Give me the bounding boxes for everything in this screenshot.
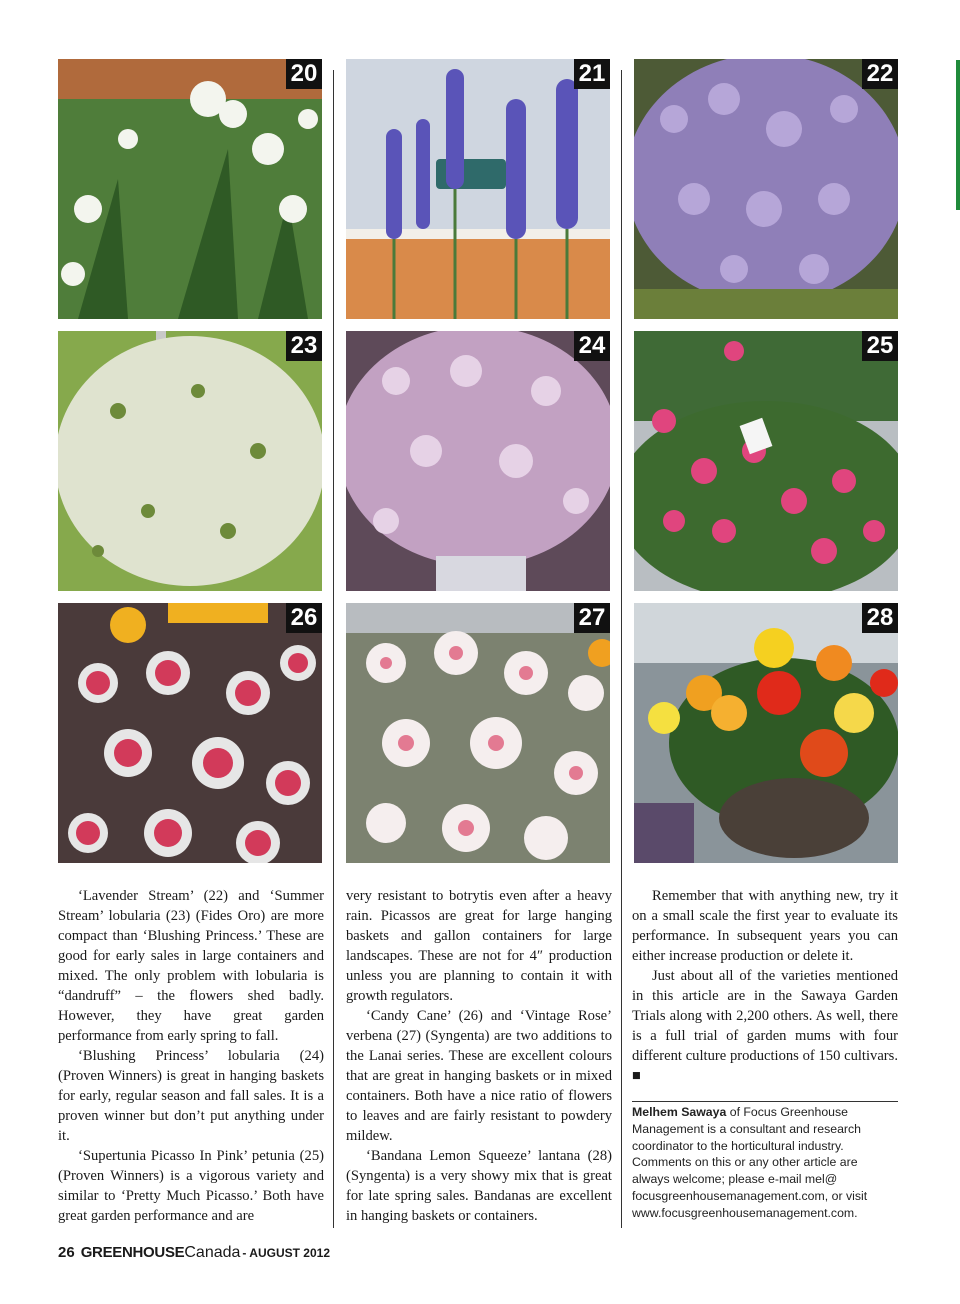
photo-number: 23 xyxy=(286,331,322,361)
photo-20-image xyxy=(58,59,322,319)
paragraph: ‘Blushing Princess’ lobularia (24) (Proven Winners) is great in hanging baskets for early, regular season and fall sales. It is a proven winner but don’t put anything under it. xyxy=(58,1048,324,1144)
page-footer xyxy=(58,1244,330,1262)
photo-23 xyxy=(58,331,322,591)
photo-26-image xyxy=(58,603,322,863)
column-divider xyxy=(621,70,622,1228)
photo-20 xyxy=(58,59,322,319)
photo-22 xyxy=(634,59,898,319)
photo-21-image xyxy=(346,59,610,319)
photo-number: 22 xyxy=(862,59,898,89)
photo-number: 25 xyxy=(862,331,898,361)
photo-number: 24 xyxy=(574,331,610,361)
page-number: 26 xyxy=(58,1244,75,1261)
issue-date: - AUGUST 2012 xyxy=(242,1246,331,1260)
photo-21 xyxy=(346,59,610,319)
paragraph: Remember that with anything new, try it on a small scale the first year to evaluate its performance. In subsequent years you can either increase production or delete it. xyxy=(632,888,898,964)
photo-27 xyxy=(346,603,610,863)
text-column-2 xyxy=(346,886,612,1226)
paragraph: ‘Bandana Lemon Squeeze’ lantana (28) (Syngenta) is a very showy mix that is great for late spring sales. Bandanas are excellent in hanging baskets or containers. xyxy=(346,1148,612,1224)
photo-26 xyxy=(58,603,322,863)
paragraph: ‘Candy Cane’ (26) and ‘Vintage Rose’ verbena (27) (Syngenta) are two additions to the Lanai series. These are excellent colours that are great in hanging baskets or in mixed containers. Both have a nice ratio of flowers to leaves and are fairly resistant to powdery mildew. xyxy=(346,1008,612,1144)
paragraph: ‘Supertunia Picasso In Pink’ petunia (25) (Proven Winners) is a vigorous variety and similar to ‘Pretty Much Picasso.’ Both have great garden performance and are xyxy=(58,1148,324,1224)
author-bio xyxy=(632,1104,898,1222)
author-name: Melhem Sawaya xyxy=(632,1105,727,1119)
photo-24-image xyxy=(346,331,610,591)
author-bio-text: of Focus Greenhouse Management is a consultant and research coordinator to the horticultural industry. Comments on this or any other article are always welcome; please e-mail mel@ focusgreenhousemanagement.com, or visit www.focusgreenhousemanagement.com. xyxy=(632,1105,868,1220)
photo-25 xyxy=(634,331,898,591)
section-tab-marker xyxy=(956,60,960,210)
photo-24 xyxy=(346,331,610,591)
column-divider xyxy=(333,70,334,1228)
photo-number: 28 xyxy=(862,603,898,633)
photo-22-image xyxy=(634,59,898,319)
photo-28 xyxy=(634,603,898,863)
paragraph: ‘Lavender Stream’ (22) and ‘Summer Stream’ lobularia (23) (Fides Oro) are more compact than ‘Blushing Princess.’ These are good for early sales in large containers and mixed. The only problem with lobularia is “dandruff” – the flowers shed badly. However, they have great garden performance from early spring to fall. xyxy=(58,888,324,1044)
photo-number: 26 xyxy=(286,603,322,633)
text-column-1 xyxy=(58,886,324,1226)
paragraph: very resistant to botrytis even after a heavy rain. Picassos are great for large hanging baskets and gallon containers for large landscapes. These are not for 4″ production unless you are planning to contain it with growth regulators. xyxy=(346,888,612,1004)
paragraph: Just about all of the varieties mentioned in this article are in the Sawaya Garden Trials along with 2,200 others. As well, there is a full trial of garden mums with four different culture productions of 150 cultivars. ■ xyxy=(632,968,898,1084)
photo-number: 20 xyxy=(286,59,322,89)
photo-23-image xyxy=(58,331,322,591)
photo-number: 27 xyxy=(574,603,610,633)
bio-divider xyxy=(632,1101,898,1102)
photo-28-image xyxy=(634,603,898,863)
text-column-3 xyxy=(632,886,898,1086)
photo-number: 21 xyxy=(574,59,610,89)
photo-27-image xyxy=(346,603,610,863)
photo-25-image xyxy=(634,331,898,591)
magazine-brand-light: Canada xyxy=(184,1244,241,1261)
magazine-brand-bold: GREENHOUSE xyxy=(80,1244,185,1261)
